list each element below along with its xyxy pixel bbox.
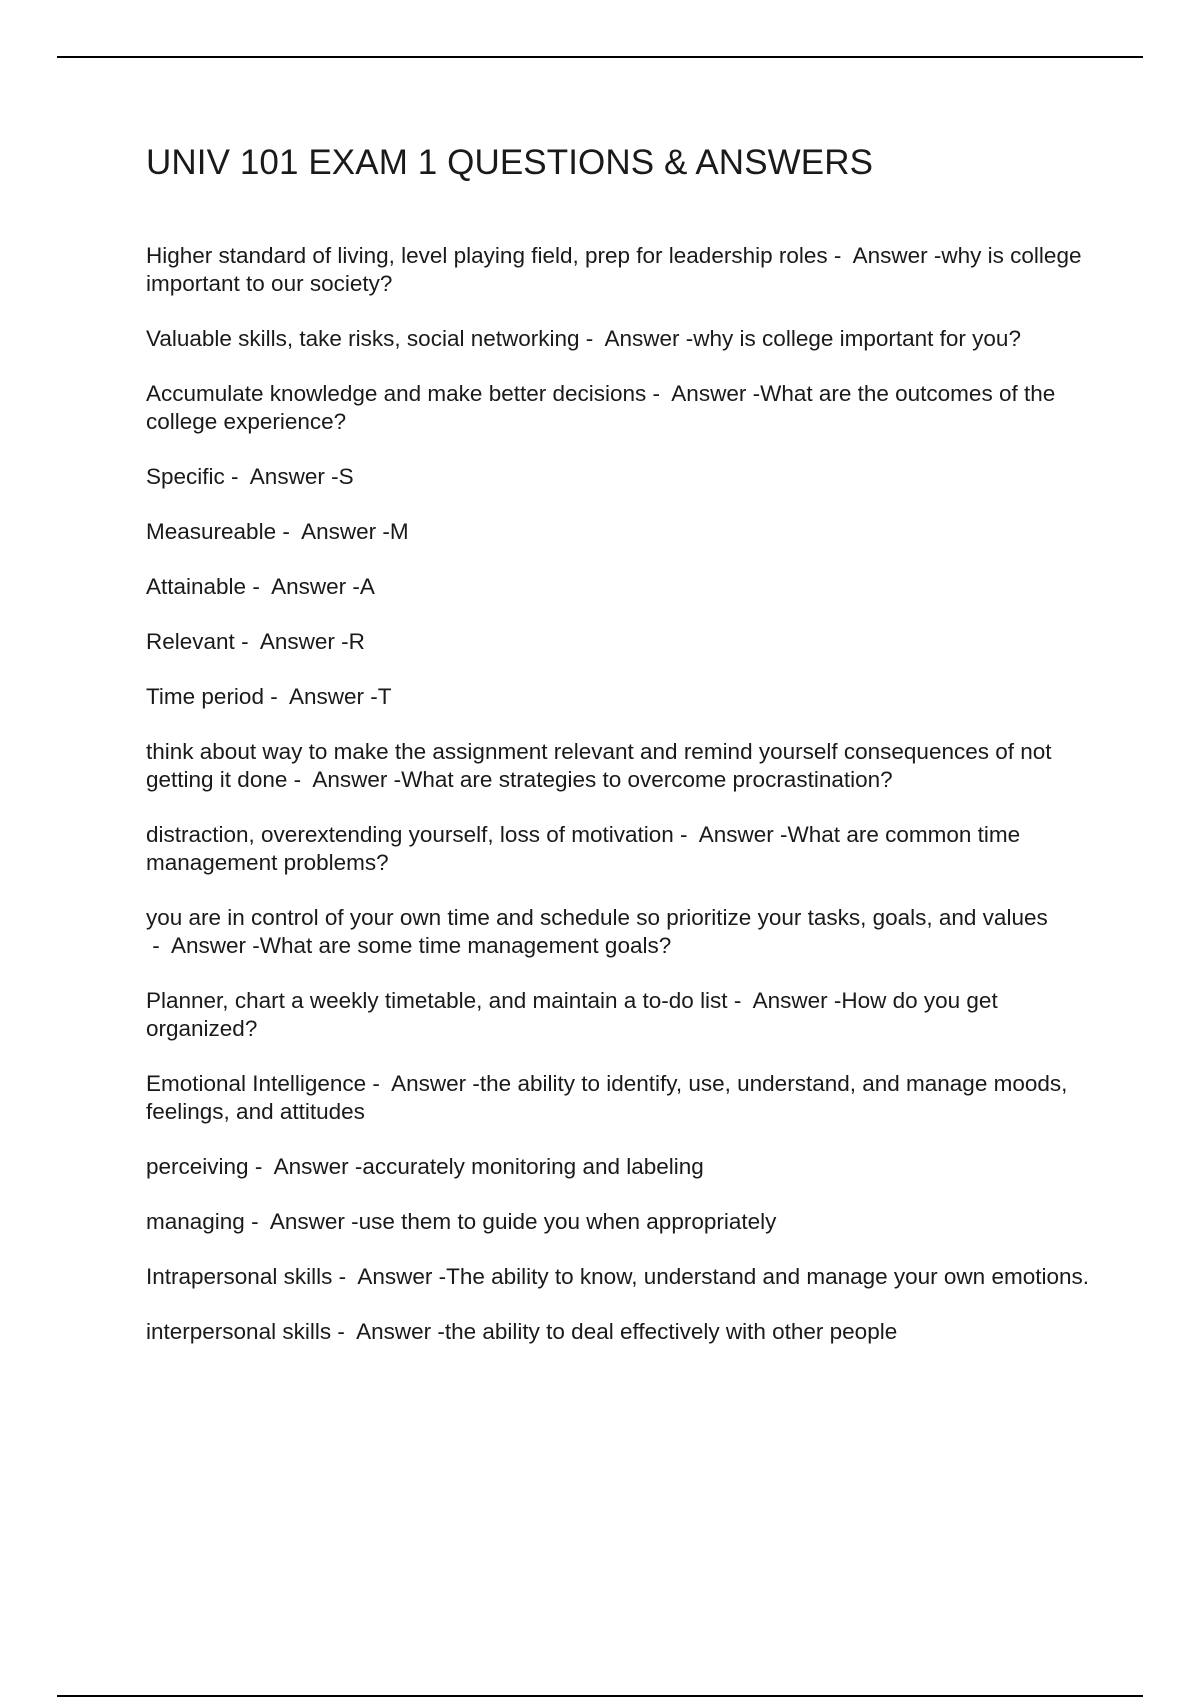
qa-answer: What are the outcomes of the college experience? bbox=[146, 381, 1056, 434]
qa-separator: - Answer - bbox=[234, 629, 349, 654]
qa-item bbox=[146, 325, 1096, 353]
qa-term: interpersonal skills bbox=[146, 1319, 332, 1344]
qa-term: Attainable bbox=[146, 574, 247, 599]
qa-item bbox=[146, 987, 1096, 1043]
qa-answer: why is college important for you? bbox=[693, 326, 1021, 351]
qa-term: Relevant bbox=[146, 629, 235, 654]
qa-item bbox=[146, 904, 1096, 960]
qa-answer: How do you get organized? bbox=[146, 988, 998, 1041]
qa-item bbox=[146, 683, 1096, 711]
top-rule bbox=[57, 56, 1143, 58]
qa-separator: - Answer - bbox=[827, 243, 942, 268]
qa-answer: The ability to know, understand and manage your own emotions. bbox=[446, 1264, 1089, 1289]
qa-answer: the ability to identify, use, understand, and manage moods, feelings, and attitudes bbox=[146, 1071, 1068, 1124]
qa-term: Specific bbox=[146, 464, 225, 489]
qa-item bbox=[146, 1318, 1096, 1346]
qa-answer: What are strategies to overcome procrastination? bbox=[401, 767, 893, 792]
qa-item bbox=[146, 242, 1096, 298]
page-title: UNIV 101 EXAM 1 QUESTIONS & ANSWERS bbox=[146, 143, 874, 182]
qa-term: think about way to make the assignment relevant and remind yourself consequences of not getting it done bbox=[146, 739, 1052, 792]
qa-term: Emotional Intelligence bbox=[146, 1071, 367, 1096]
qa-term: Valuable skills, take risks, social networking bbox=[146, 326, 580, 351]
qa-answer: why is college important to our society? bbox=[146, 243, 1082, 296]
qa-answer: T bbox=[377, 684, 392, 709]
qa-term: you are in control of your own time and schedule so prioritize your tasks, goals, and values bbox=[146, 905, 1048, 930]
qa-item bbox=[146, 573, 1096, 601]
qa-answer: accurately monitoring and labeling bbox=[362, 1154, 704, 1179]
qa-term: managing bbox=[146, 1209, 245, 1234]
qa-separator: - Answer - bbox=[244, 1209, 359, 1234]
qa-term: distraction, overextending yourself, loss of motivation bbox=[146, 822, 674, 847]
qa-separator: - Answer - bbox=[146, 933, 260, 958]
qa-separator: - Answer - bbox=[646, 381, 761, 406]
qa-separator: - Answer - bbox=[248, 1154, 363, 1179]
qa-separator: - Answer - bbox=[727, 988, 842, 1013]
qa-item bbox=[146, 463, 1096, 491]
qa-item bbox=[146, 821, 1096, 877]
qa-answer: the ability to deal effectively with other people bbox=[444, 1319, 898, 1344]
qa-separator: - Answer - bbox=[332, 1264, 447, 1289]
qa-answer: What are some time management goals? bbox=[259, 933, 672, 958]
qa-answer: What are common time management problems? bbox=[146, 822, 1021, 875]
qa-separator: - Answer - bbox=[246, 574, 360, 599]
qa-separator: - Answer - bbox=[263, 684, 378, 709]
qa-term: Planner, chart a weekly timetable, and maintain a to-do list bbox=[146, 988, 728, 1013]
qa-item bbox=[146, 1263, 1096, 1291]
qa-item bbox=[146, 380, 1096, 436]
qa-separator: - Answer - bbox=[673, 822, 788, 847]
qa-answer: use them to guide you when appropriately bbox=[358, 1209, 777, 1234]
qa-item bbox=[146, 1208, 1096, 1236]
qa-term: perceiving bbox=[146, 1154, 249, 1179]
qa-answer: R bbox=[348, 629, 365, 654]
qa-separator: - Answer - bbox=[579, 326, 694, 351]
qa-item bbox=[146, 628, 1096, 656]
qa-term: Higher standard of living, level playing field, prep for leadership roles bbox=[146, 243, 828, 268]
qa-term: Intrapersonal skills bbox=[146, 1264, 333, 1289]
qa-answer: M bbox=[389, 519, 409, 544]
qa-answer: S bbox=[338, 464, 354, 489]
qa-item bbox=[146, 518, 1096, 546]
qa-separator: - Answer - bbox=[276, 519, 390, 544]
qa-separator: - Answer - bbox=[366, 1071, 480, 1096]
qa-separator: - Answer - bbox=[287, 767, 402, 792]
qa-term: Measureable bbox=[146, 519, 277, 544]
qa-item bbox=[146, 738, 1096, 794]
qa-item bbox=[146, 1153, 1096, 1181]
qa-answer: A bbox=[359, 574, 375, 599]
qa-separator: - Answer - bbox=[224, 464, 339, 489]
qa-term: Time period bbox=[146, 684, 264, 709]
qa-separator: - Answer - bbox=[331, 1319, 445, 1344]
qa-item bbox=[146, 1070, 1096, 1126]
qa-list bbox=[146, 242, 1096, 1373]
qa-term: Accumulate knowledge and make better decisions bbox=[146, 381, 647, 406]
bottom-rule bbox=[57, 1695, 1143, 1697]
